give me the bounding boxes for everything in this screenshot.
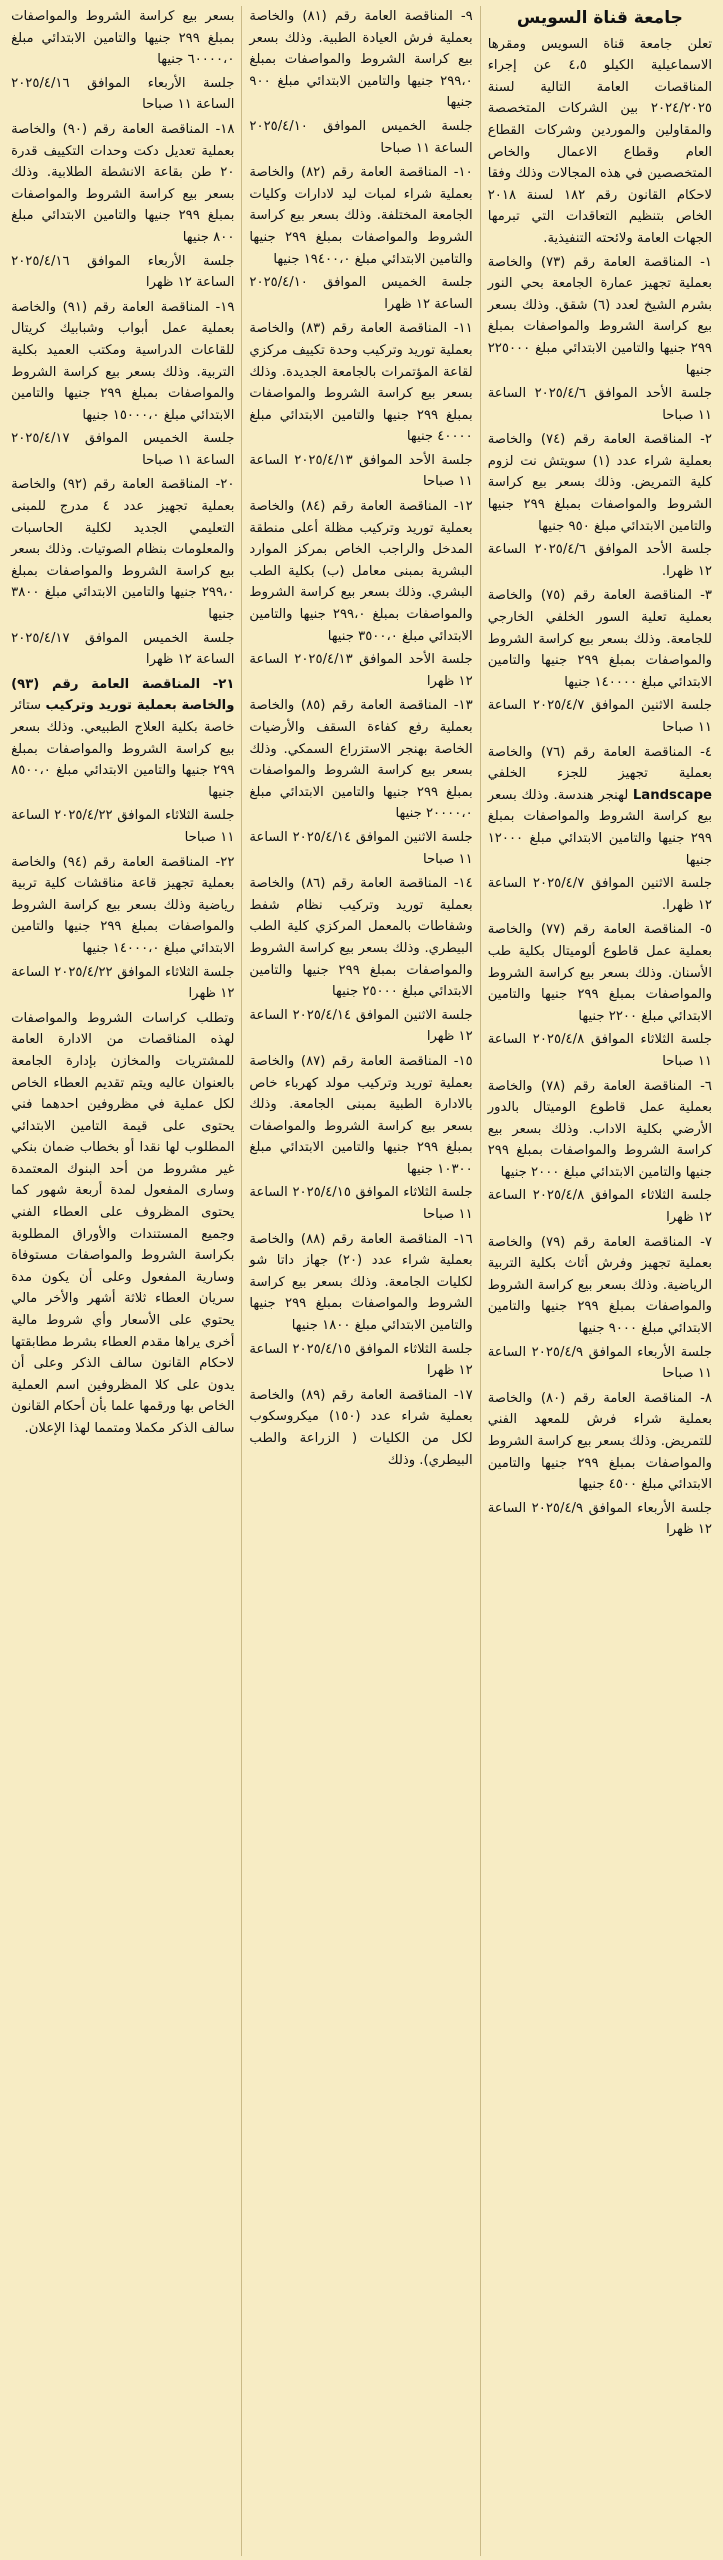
tender-item-17: ١٧- المناقصة العامة رقم (٨٩) والخاصة بعملية شراء عدد (١٥٠) ميكروسكوب لكل من الكليات ( الزراعة والطب البيطري). وذلك	[249, 1387, 473, 1468]
session-8: جلسة الأربعاء الموافق ٢٠٢٥/٤/٩ الساعة ١٢ ظهرا	[487, 1500, 712, 1538]
session-3: جلسة الاثنين الموافق ٢٠٢٥/٤/٧ الساعة ١١ صباحا	[487, 698, 712, 735]
tender-item-11: ١١- المناقصة العامة رقم (٨٣) والخاصة بعملية توريد وتركيب وحدة تكييف مركزي لقاعة المؤتمرات بالجامعة الجديدة. وذلك بسعر بيع كراسة الشروط والمواصفات بمبلغ ٢٩٩ جنيها والتامين الابتدائي مبلغ ٤٠٠٠٠ جنيها	[249, 321, 473, 445]
session-13: جلسة الاثنين الموافق ٢٠٢٥/٤/١٤ الساعة ١١ صباحا	[249, 829, 473, 867]
session-1: جلسة الأحد الموافق ٢٠٢٥/٤/٦ الساعة ١١ صباحا	[487, 386, 712, 423]
tender-item-21-heading: ٢١- المناقصة العامة رقم (٩٣) والخاصة بعملية توريد وتركيب	[11, 676, 235, 714]
announcement-title: جامعة قناة السويس	[516, 8, 683, 28]
tender-item-16: ١٦- المناقصة العامة رقم (٨٨) والخاصة بعملية شراء عدد (٢٠) جهاز داتا شو لكليات الجامعة. وذلك بسعر بيع كراسة الشروط والمواصفات بمبلغ ٢٩٩ جنيها والتامين الابتدائي مبلغ ١٨٠٠ جنيها	[249, 1231, 473, 1334]
landscape-term: Landscape	[632, 787, 712, 803]
tender-item-4-text-b: لهنجر هندسة. وذلك بسعر بيع كراسة الشروط والمواصفات بمبلغ ٢٩٩ جنيها والتامين الابتدائي مبلغ ١٢٠٠٠ جنيها	[487, 787, 712, 868]
tender-item-20: ٢٠- المناقصة العامة رقم (٩٢) والخاصة بعملية تجهيز عدد ٤ مدرج للمبنى التعليمي الجديد لكلية الحاسبات والمعلومات بنظام الصوتيات. وذلك بسعر بيع كراسة الشروط والمواصفات بمبلغ ٢٩٩،٠ جنيها والتامين الابتدائي مبلغ ٣٨٠٠ جنيها	[11, 477, 235, 623]
tender-item-18: ١٨- المناقصة العامة رقم (٩٠) والخاصة بعملية تعديل دكت وحدات التكييف قدرة ٢٠ طن بقاعة الانشطة الطلابية. وذلك بسعر بيع كراسة الشروط والمواصفات بمبلغ ٢٩٩ جنيها والتامين الابتدائي مبلغ ٨٠٠ جنيها	[11, 121, 235, 245]
tender-item-17-continued: بسعر بيع كراسة الشروط والمواصفات بمبلغ ٢٩٩ جنيها والتامين الابتدائي مبلغ ٦٠٠٠٠،٠ جنيها	[11, 9, 235, 68]
tender-item-22: ٢٢- المناقصة العامة رقم (٩٤) والخاصة بعملية تجهيز قاعة مناقشات كلية تربية رياضية وذلك بسعر بيع كراسة الشروط والمواصفات بمبلغ ٢٩٩ جنيها والتامين الابتدائي مبلغ ١٤٠٠٠،٠ جنيها	[11, 854, 235, 956]
tender-item-6: ٦- المناقصة العامة رقم (٧٨) والخاصة بعملية عمل قاطوع الوميتال بالدور الأرضي بكلية الاداب. وذلك بسعر بيع كراسة الشروط والمواصفات بمبلغ ٢٩٩ جنيها والتامين الابتدائي مبلغ ٢٠٠٠ جنيها	[487, 1078, 713, 1180]
tender-item-12: ١٢- المناقصة العامة رقم (٨٤) والخاصة بعملية توريد وتركيب مظلة أعلى منطقة المدخل والراجب الخاص بمركز الموارد البشرية بمبنى معامل (ب) بكلية الطب البشري. وذلك بسعر بيع كراسة الشروط والمواصفات بمبلغ ٢٩٩،٠ جنيها والتامين الابتدائي مبلغ ٣٥٠٠،٠ جنيها	[249, 499, 473, 644]
tender-item-21-text: ستائر خاصة بكلية العلاج الطبيعي. وذلك بسعر بيع كراسة الشروط والمواصفات بمبلغ ٢٩٩ جنيها والتامين الابتدائي مبلغ ٨٥٠٠،٠ جنيها	[11, 698, 235, 800]
tender-item-13: ١٣- المناقصة العامة رقم (٨٥) والخاصة بعملية رفع كفاءة السقف والأرضيات الخاصة بهنجر الاستزراع السمكي. وذلك بسعر بيع كراسة الشروط والمواصفات بمبلغ ٢٩٩ جنيها والتامين الابتدائي مبلغ ٢٠٠٠٠،٠ جنيها	[249, 698, 473, 822]
column-3	[4, 6, 242, 2556]
session-14: جلسة الاثنين الموافق ٢٠٢٥/٤/١٤ الساعة ١٢ ظهرا	[249, 1007, 473, 1045]
column-1	[481, 6, 719, 2556]
tender-item-15: ١٥- المناقصة العامة رقم (٨٧) والخاصة بعملية توريد وتركيب مولد كهرباء خاص بالادارة الطبية بمبنى الجامعة. وذلك بسعر بيع كراسة الشروط والمواصفات بمبلغ ٢٩٩ جنيها والتامين الابتدائي مبلغ ١٠٣٠٠ جنيها	[249, 1053, 473, 1177]
session-16: جلسة الثلاثاء الموافق ٢٠٢٥/٤/١٥ الساعة ١٢ ظهرا	[249, 1341, 473, 1379]
session-11: جلسة الأحد الموافق ٢٠٢٥/٤/١٣ الساعة ١١ صباحا	[249, 452, 473, 490]
tender-item-4	[488, 742, 712, 872]
session-18: جلسة الأربعاء الموافق ٢٠٢٥/٤/١٦ الساعة ١٢ ظهرا	[11, 253, 235, 291]
column-2	[242, 6, 480, 2556]
tender-item-10: ١٠- المناقصة العامة رقم (٨٢) والخاصة بعملية شراء لمبات ليد لادارات وكليات الجامعة المختلفة. وذلك بسعر بيع كراسة الشروط والمواصفات بمبلغ ٢٩٩ جنيها والتامين الابتدائي مبلغ ١٩٤٠٠،٠ جنيها	[249, 165, 473, 267]
tender-item-5: ٥- المناقصة العامة رقم (٧٧) والخاصة بعملية عمل قاطوع ألوميتال بكلية طب الأسنان. وذلك بسعر بيع كراسة الشروط والمواصفات بمبلغ ٢٩٩ جنيها والتامين الابتدائي مبلغ ٢٢٠٠ جنيها	[487, 922, 713, 1024]
closing-instructions: وتطلب كراسات الشروط والمواصفات لهذه المناقصات من الادارة العامة للمشتريات والمخازن بإدارة الجامعة بالعنوان عاليه ويتم تقديم العطاء الخاص لكل عملية في مظروفين احدهما فني يحتوى على قيمة التامين الابتدائي المطلوب لها نقدا أو بخطاب ضمان بنكي غير مشروط من أحد البنوك المعتمدة وسارى المفعول لمدة أربعة شهور كما يحتوى المظروف على العطاء الفني وجميع المستندات والأوراق المطلوبة بكراسة الشروط والمواصفات مستوفاة وسارية المفعول وعلى أن يكون مدة سريان العطاء ثلاثة أشهر والأخر مالي يحتوي على الأسعار وأي شروط مالية أخرى يراها مقدم العطاء بشرط مطابقتها لاحكام القانون سالف الذكر وعلى أن يدون على كلا المظروفين اسم العملية الخاص بها ورقمها علما بأن أحكام القانون سالف الذكر مكملا ومتمما لهذا الإعلان.	[11, 1010, 235, 1436]
session-19: جلسة الخميس الموافق ٢٠٢٥/٤/١٧ الساعة ١١ صباحا	[11, 431, 235, 468]
session-6: جلسة الثلاثاء الموافق ٢٠٢٥/٤/٨ الساعة ١٢ ظهرا	[487, 1188, 712, 1226]
tender-item-9: ٩- المناقصة العامة رقم (٨١) والخاصة بعملية فرش العيادة الطبية. وذلك بسعر بيع كراسة الشروط والمواصفات بمبلغ ٢٩٩،٠ جنيها والتامين الابتدائي مبلغ ٩٠٠ جنيها	[249, 9, 473, 111]
session-15: جلسة الثلاثاء الموافق ٢٠٢٥/٤/١٥ الساعة ١١ صباحا	[249, 1185, 473, 1223]
tender-item-3: ٣- المناقصة العامة رقم (٧٥) والخاصة بعملية تعلية السور الخلفي الخارجي للجامعة. وذلك بسعر بيع كراسة الشروط والمواصفات بمبلغ ٢٩٩ جنيها والتامين الابتدائي مبلغ ١٤٠٠٠٠ جنيها	[487, 588, 713, 690]
session-5: جلسة الثلاثاء الموافق ٢٠٢٥/٤/٨ الساعة ١١ صباحا	[487, 1032, 712, 1069]
tender-item-4-text-a: ٤- المناقصة العامة رقم (٧٦) والخاصة بعملية تجهيز للجزء الخلفي	[487, 744, 713, 782]
session-2: جلسة الأحد الموافق ٢٠٢٥/٤/٦ الساعة ١٢ ظهرا.	[487, 542, 712, 579]
session-21: جلسة الثلاثاء الموافق ٢٠٢٥/٤/٢٢ الساعة ١١ صباحا	[11, 808, 235, 845]
session-10: جلسة الخميس الموافق ٢٠٢٥/٤/١٠ الساعة ١٢ ظهرا	[249, 275, 473, 312]
tender-item-21	[11, 674, 234, 804]
intro-paragraph: تعلن جامعة قناة السويس ومقرها الاسماعيلية الكيلو ٤،٥ عن إجراء المناقصات العامة التالية لسنة ٢٠٢٤/٢٠٢٥ بين الشركات المتخصصة والمقاولين والموردين وشركات القطاع العام وقطاع الاعمال والخاص المتخصصين في هذه المجالات وذلك وفقا لاحكام القانون رقم ١٨٢ لسنة ٢٠١٨ الخاص بتنظيم التعاقدات التي تبرمها الجهات العامة ولائحته التنفيذية.	[487, 36, 713, 246]
tender-item-8: ٨- المناقصة العامة رقم (٨٠) والخاصة بعملية شراء فرش للمعهد الفني للتمريض. وذلك بسعر بيع كراسة الشروط والمواصفات بمبلغ ٢٩٩ جنيها والتامين الابتدائي مبلغ ٤٥٠٠ جنيها	[487, 1390, 713, 1493]
session-22: جلسة الثلاثاء الموافق ٢٠٢٥/٤/٢٢ الساعة ١٢ ظهرا	[11, 964, 235, 1002]
tender-item-7: ٧- المناقصة العامة رقم (٧٩) والخاصة بعملية تجهيز وفرش أثاث بكلية التربية الرياضية. وذلك بسعر بيع كراسة الشروط والمواصفات بمبلغ ٢٩٩ جنيها والتامين الابتدائي مبلغ ٩٠٠٠ جنيها	[487, 1234, 713, 1337]
session-17: جلسة الأربعاء الموافق ٢٠٢٥/٤/١٦ الساعة ١١ صباحا	[11, 75, 235, 113]
session-20: جلسة الخميس الموافق ٢٠٢٥/٤/١٧ الساعة ١٢ ظهرا	[11, 630, 235, 668]
tender-item-19: ١٩- المناقصة العامة رقم (٩١) والخاصة بعملية عمل أبواب وشبابيك كريتال للقاعات الدراسية ومكتب العميد بكلية التربية. وذلك بسعر بيع كراسة الشروط والمواصفات بمبلغ ٢٩٩ جنيها والتامين الابتدائي مبلغ ١٥٠٠٠،٠ جنيها	[11, 299, 235, 423]
tender-item-14: ١٤- المناقصة العامة رقم (٨٦) والخاصة بعملية توريد وتركيب نظام شفط وشفاطات بالمعمل المركزي كلية الطب البيطري. وذلك بسعر بيع كراسة الشروط والمواصفات بمبلغ ٢٩٩ جنيها والتامين الابتدائي مبلغ ٢٥٠٠٠ جنيها	[249, 876, 473, 1000]
session-9: جلسة الخميس الموافق ٢٠٢٥/٤/١٠ الساعة ١١ صباحا	[249, 118, 473, 156]
session-4: جلسة الاثنين الموافق ٢٠٢٥/٤/٧ الساعة ١٢ ظهرا.	[487, 876, 712, 913]
tender-item-1: ١- المناقصة العامة رقم (٧٣) والخاصة بعملية تجهيز عمارة الجامعة بحي النور بشرم الشيخ لعدد (٦) شقق. وذلك بسعر بيع كراسة الشروط والمواصفات بمبلغ ٢٩٩ جنيها والتامين الابتدائي مبلغ ٢٢٥٠٠٠ جنيها	[487, 254, 713, 378]
session-7: جلسة الأربعاء الموافق ٢٠٢٥/٤/٩ الساعة ١١ صباحا	[487, 1344, 712, 1382]
session-12: جلسة الأحد الموافق ٢٠٢٥/٤/١٣ الساعة ١٢ ظهرا	[249, 652, 473, 689]
tender-item-2: ٢- المناقصة العامة رقم (٧٤) والخاصة بعملية شراء عدد (١) سويتش نت لزوم كلية التمريض. وذلك بسعر بيع كراسة الشروط والمواصفات بمبلغ ٢٩٩ جنيها والتامين الابتدائي مبلغ ٩٥٠ جنيها	[487, 432, 713, 534]
